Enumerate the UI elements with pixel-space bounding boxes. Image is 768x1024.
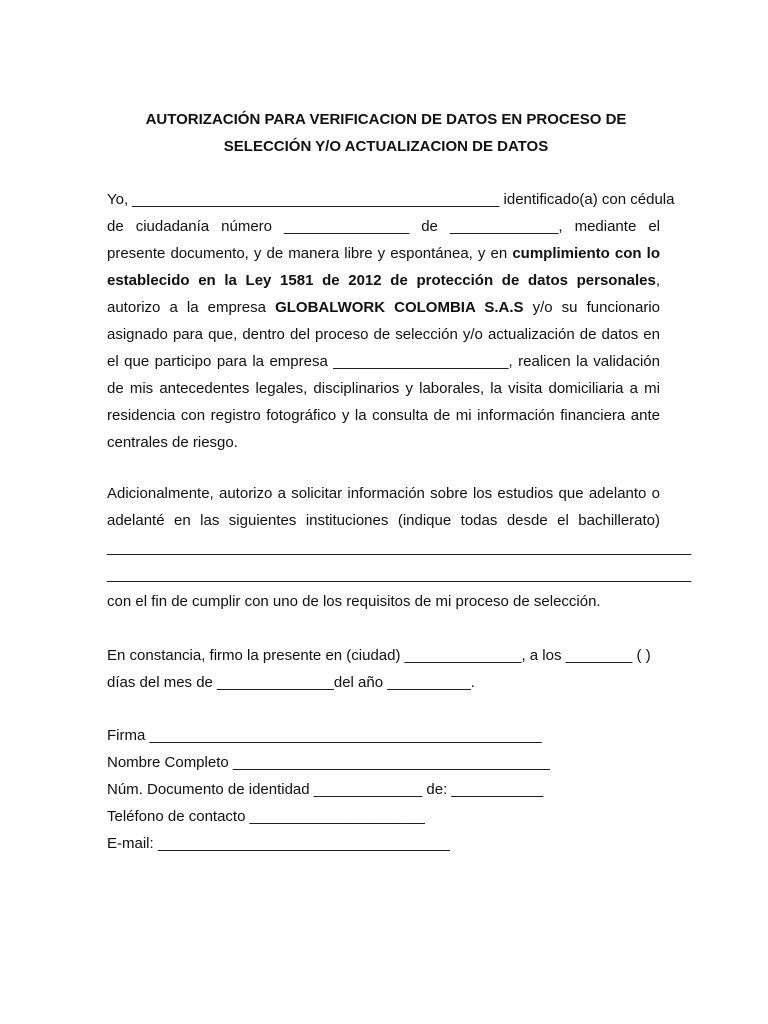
document-title-line-1: AUTORIZACIÓN PARA VERIFICACION DE DATOS EN PROCESO DE: [145, 111, 627, 128]
paragraph-line: días del mes de ______________del año __________.: [107, 674, 475, 691]
paragraph-text: ,: [655, 272, 660, 289]
paragraph-line: [107, 294, 660, 321]
paragraph-text: presente documento, y de manera libre y espontánea, y en: [107, 245, 513, 262]
email-field: E-mail: ___________________________________: [107, 835, 450, 852]
purpose-paragraph: [107, 588, 660, 615]
studies-paragraph: [107, 480, 691, 588]
company-name: GLOBALWORK COLOMBIA S.A.S: [275, 299, 524, 316]
paragraph-line: residencia con registro fotográfico y la consulta de mi información financiera ante: [107, 407, 660, 424]
full-name-field: Nombre Completo ______________________________________: [107, 754, 550, 771]
signature-field: Firma _______________________________________________: [107, 727, 542, 744]
paragraph-line: el que participo para la empresa _____________________, realicen la validación: [107, 353, 660, 370]
paragraph-line: En constancia, firmo la presente en (ciudad) ______________, a los ________ ( ): [107, 647, 651, 664]
paragraph-line: [107, 240, 660, 267]
paragraph-line: Yo, ____________________________________________ identificado(a) con cédula: [107, 191, 675, 208]
signature-fields: [107, 722, 667, 857]
signature-statement: [107, 642, 660, 696]
paragraph-line: centrales de riesgo.: [107, 434, 238, 451]
bold-text: establecido en la Ley 1581 de 2012 de protección de datos personales: [107, 272, 656, 289]
paragraph-line: adelanté en las siguientes instituciones (indique todas desde el bachillerato): [107, 512, 660, 529]
paragraph-line: asignado para que, dentro del proceso de selección y/o actualización de datos en: [107, 326, 660, 343]
paragraph-line: Adicionalmente, autorizo a solicitar información sobre los estudios que adelanto o: [107, 485, 660, 502]
authorization-paragraph: [107, 186, 675, 456]
paragraph-text: y/o su funcionario: [523, 299, 660, 316]
paragraph-line: de mis antecedentes legales, disciplinarios y laborales, la visita domiciliaria a mi: [107, 380, 660, 397]
blank-line: ______________________________________________________________________: [107, 566, 691, 583]
paragraph-line: [107, 267, 660, 294]
blank-line: ______________________________________________________________________: [107, 539, 691, 556]
id-document-field: Núm. Documento de identidad _____________ de: ___________: [107, 781, 544, 798]
paragraph-text: autorizo a la empresa: [107, 299, 276, 316]
phone-field: Teléfono de contacto _____________________: [107, 808, 425, 825]
bold-text: cumplimiento con lo: [512, 245, 660, 262]
paragraph-line: con el fin de cumplir con uno de los requisitos de mi proceso de selección.: [107, 593, 601, 610]
paragraph-line: de ciudadanía número _______________ de _____________, mediante el: [107, 218, 660, 235]
document-title-line-2: SELECCIÓN Y/O ACTUALIZACION DE DATOS: [223, 138, 549, 155]
